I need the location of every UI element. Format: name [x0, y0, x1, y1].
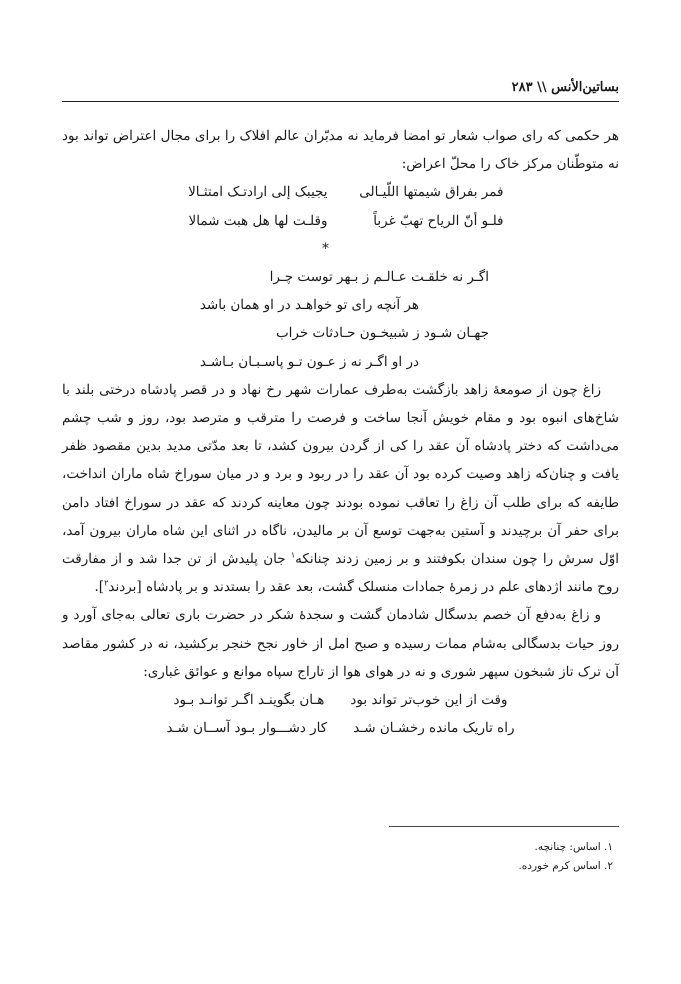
paragraph-2-end: ].	[94, 579, 105, 596]
main-text	[62, 122, 619, 742]
footnotes	[62, 838, 619, 876]
persian-verse-line: جهـان شـود ز شبیخـون حـادثات خراب	[275, 325, 489, 342]
persian-verse-couplet-1	[62, 686, 619, 714]
running-header	[62, 80, 619, 95]
footnote-2: ۲. اساس کرم خورده.	[518, 860, 613, 872]
persian-verse-line: اگـر نه خلقـت عـالـم ز بـهر توست چـرا	[269, 269, 489, 286]
paragraph-1: هر حکمی که رای صواب شعار تو امضا فرماید نه مدبّران عالم افلاک را برای مجال اعتراض تواند بود نه متوطّنان مرکز خاک را محلّ اعراض:	[62, 128, 619, 173]
arabic-verse-1	[62, 178, 619, 206]
arabic-verse-2	[62, 207, 619, 235]
footnote-ref: ۱	[290, 550, 296, 560]
hemistich: کار دشـــوار بـود آســان شـد	[166, 720, 328, 737]
persian-verse-line: در او اگـر نه ز عـون تـو پاسـبـان بـاشـد	[199, 353, 419, 370]
footnote-rule	[389, 826, 619, 827]
hemistich: هـان بگوینـد اگـر توانـد بـود	[173, 692, 325, 709]
header-title: بساتین‌الأنس \\ ۲۸۳	[511, 80, 619, 95]
paragraph-3: و زاغ به‌دفع آن خصم بدسگال شادمان گشت و سجدهٔ شکر در حضرت باری تعالی به‌جای آورد و روز حیات بدسگالی به‌شام ممات رسیده و صبح امل از خاور نجح خنجر برکشید، نه در کشور مقاصد آن ترک تاز شبخون سپهر شوری و نه در هوای هوا از تاراج سپاه موانع و عوائق غباری:	[62, 607, 619, 680]
separator-star: *	[322, 240, 329, 257]
hemistich: وقت از این خوب‌تر تواند بود	[350, 692, 508, 709]
footnote-1: ۱. اساس: چنانچه.	[534, 841, 613, 853]
hemistich: فلـو أنّ الریاح تهبّ غرباً	[373, 212, 504, 229]
hemistich: راه تاریک مانده رخشـان شـد	[353, 720, 515, 737]
paragraph-2-text: زاغ چون از صومعهٔ زاهد بازگشت به‌طرف عمارات شهر رخ نهاد و در قصر پادشاه درختی بلند با شاخ‌های انبوه بود و مقام خویش آنجا ساخت و فرصت را مترقب و مترصد بود، روز و شب چشم می‌داشت که دختر پادشاه آن عقد را کی از گردن بیرون کشد، تا بعد مدّتی مدید بدین مقصود ظفر یافت و چنان‌که زاهد وصیت کرده بود آن عقد را در ربود و برد و در میان سوراخ شاه ماران انداخت، طایفه که برای طلب آن زاغ را تعاقب نموده بودند چون معاینه کردند که عقد در سوراخ افتاد دامن برای حفر آن برچیدند و آستین به‌جهت توسع آن بر مالیدن، ناگاه در اثنای این شاه ماران بیرون آمد، اوّل سرش را چون سندان بکوفتند و بر زمین زدند چنانکه	[62, 381, 619, 568]
hemistich: وقلـت لها هل هبت شمالا	[188, 212, 328, 229]
hemistich: فمر بفراق شیمتها اللّیـالی	[359, 184, 504, 201]
paragraph-2	[62, 376, 619, 602]
persian-verse-line: هر آنچه رای تو خواهـد در او همان باشد	[199, 297, 419, 314]
hemistich: یجیبک إلى ارادتـک امتثـالا	[188, 184, 328, 201]
paragraph-2-tail: جان پلیدش از تن جدا شد و از مفارقت روح مانند اژدهای علم در زمرهٔ جمادات منسلک گشت، بعد عقد را بستدند و بر پادشاه [بردند	[62, 551, 619, 596]
footnote-ref: ۲	[104, 578, 109, 588]
persian-verse-couplet-2	[62, 714, 619, 742]
header-rule	[62, 101, 619, 102]
